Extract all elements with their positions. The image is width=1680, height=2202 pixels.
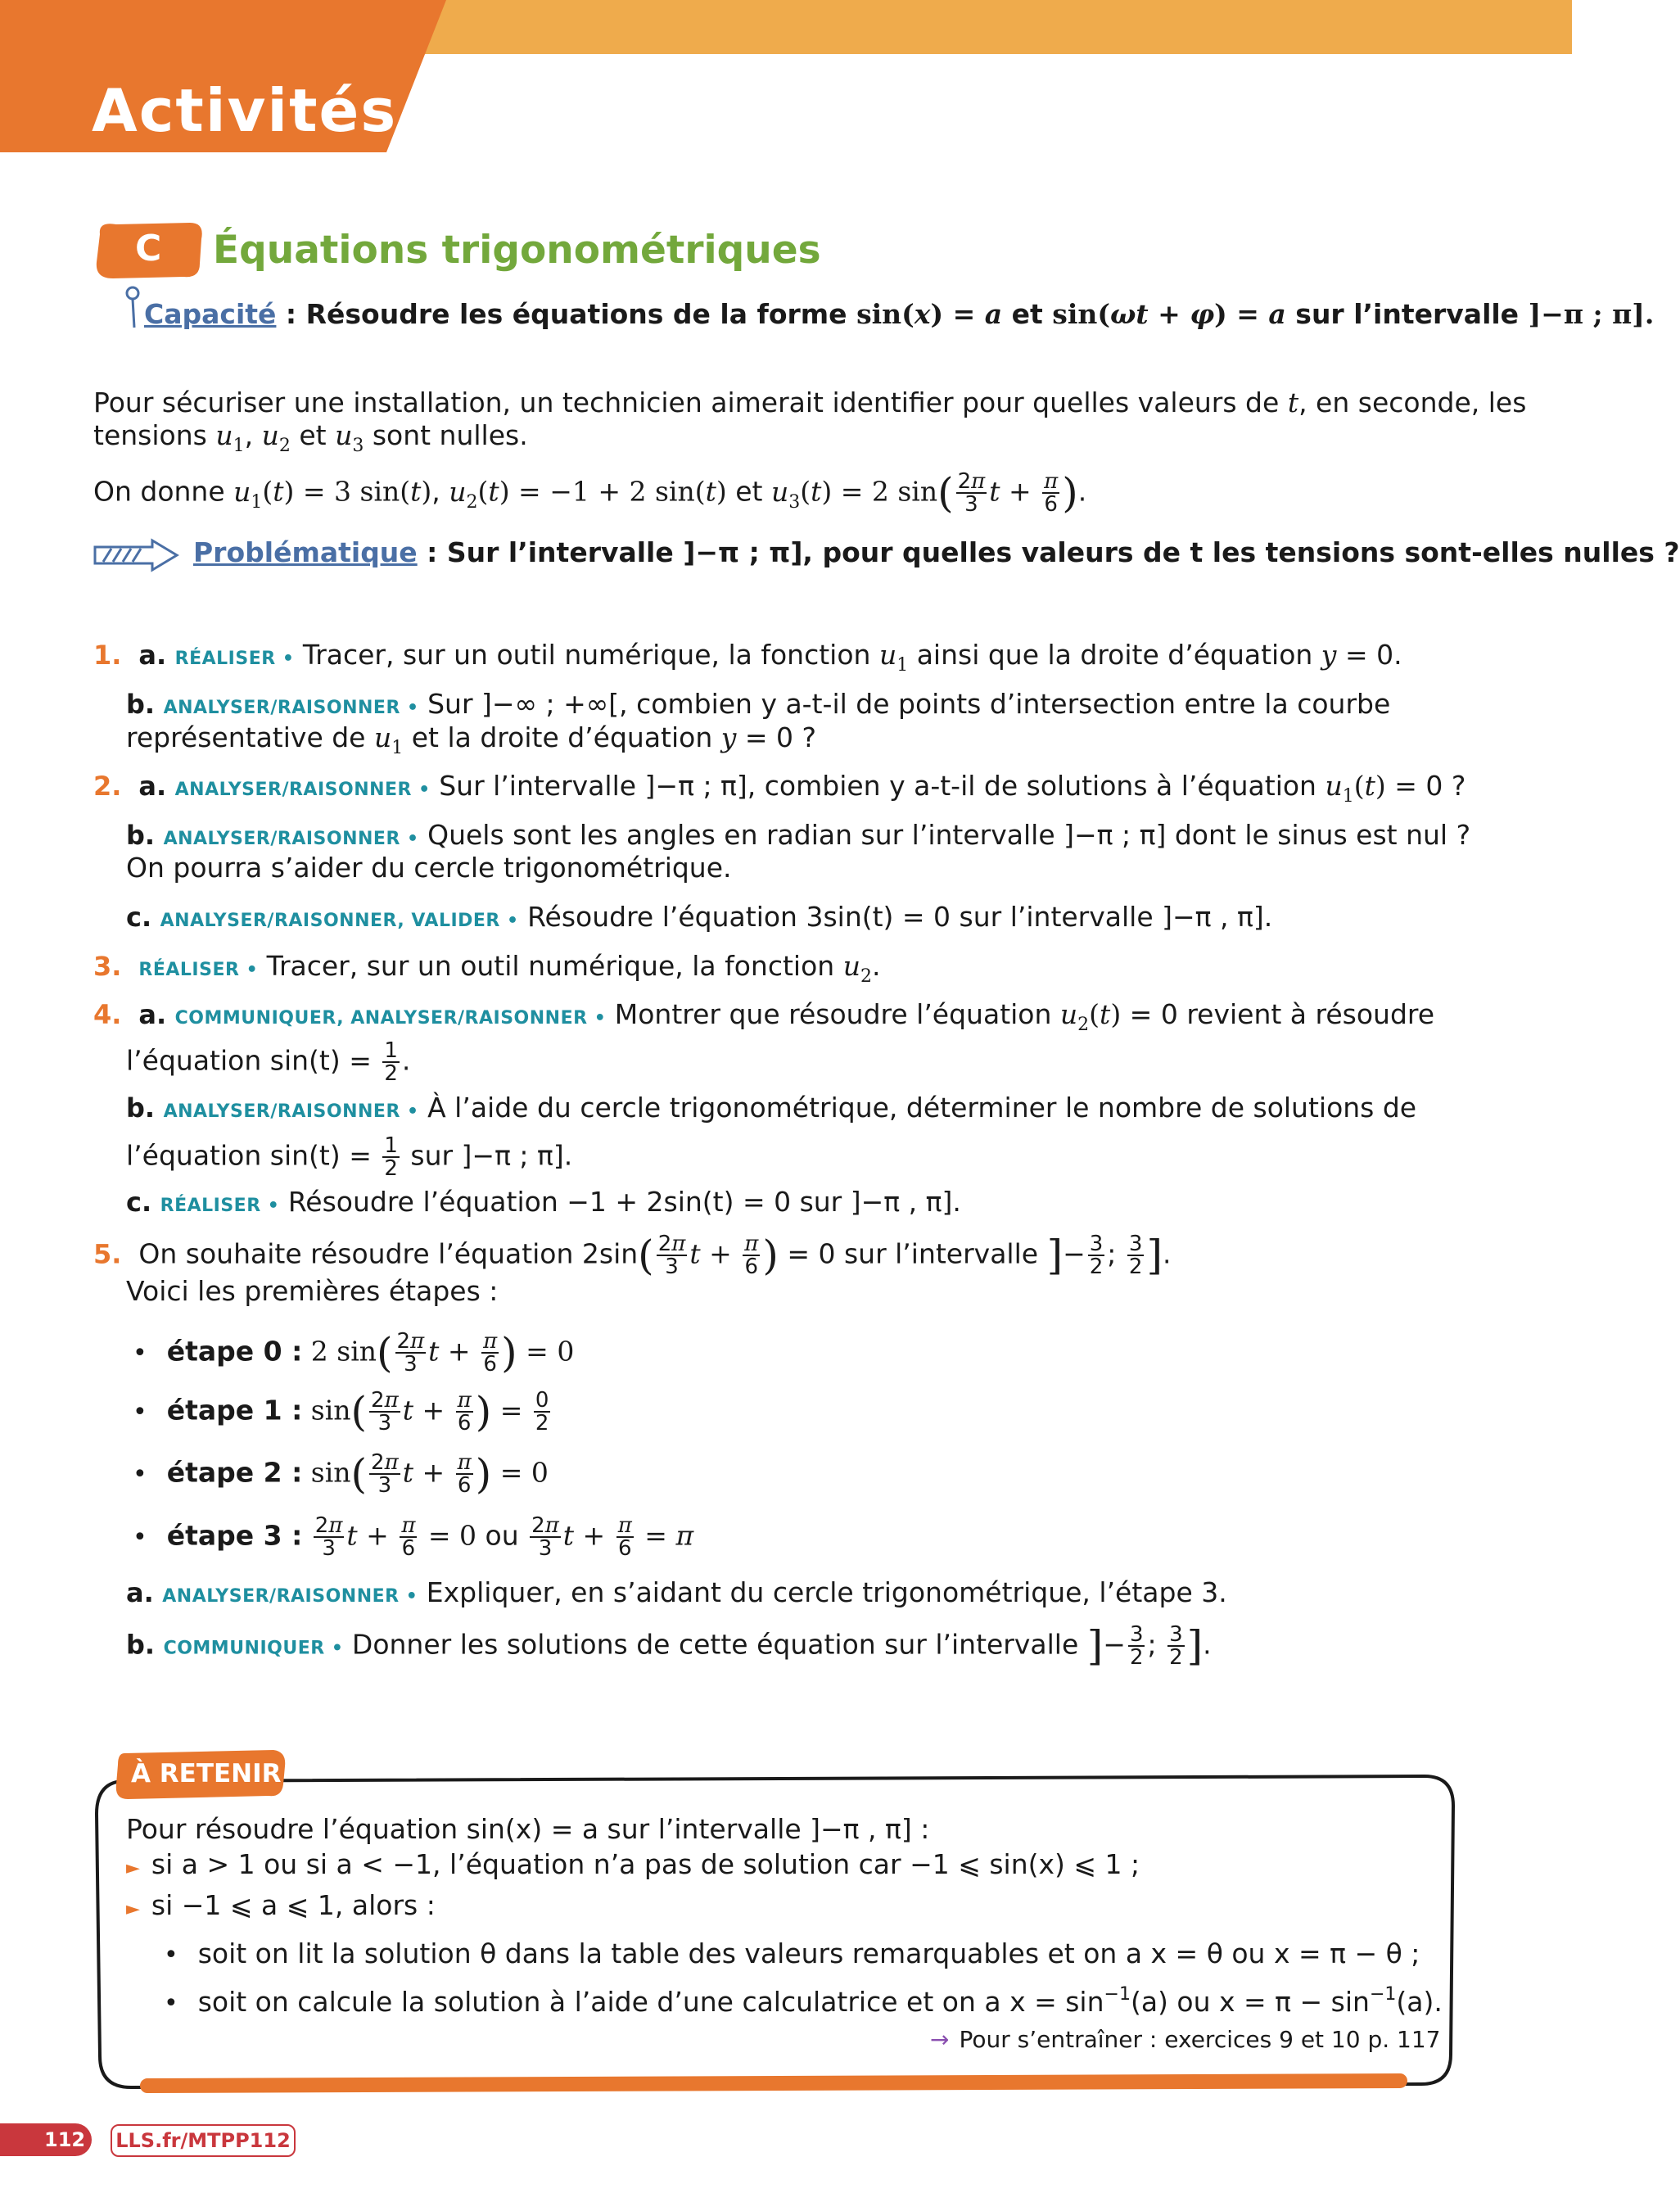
capacite-label: Capacité: [144, 298, 277, 330]
step-0: • étape 0 : 2 sin( $\frac{2\pi}{3}$ t + $\frac{\pi}{6}$ ) = 0: [133, 1329, 575, 1377]
intro-text-2a: tensions: [93, 419, 216, 451]
question-2b-line2: On pourra s’aider du cercle trigonométrique.: [126, 852, 732, 884]
q4a-text: Montrer que résoudre l’équation: [606, 998, 1060, 1030]
capacite-line: Capacité : Résoudre les équations de la forme sin(x) = a et sin(ωt + φ) = a sur l’intervalle ]−π ; π].: [144, 298, 1655, 330]
retenir-item-1: [126, 1847, 1140, 1886]
question-3: 3. RÉALISER • Tracer, sur un outil numérique, la fonction $u_2$.: [93, 950, 881, 987]
intro-text-1-end: , en seconde, les: [1298, 387, 1527, 418]
step2-label: étape 2 :: [166, 1456, 303, 1489]
retenir-item1-text: si a > 1 ou si a < −1, l’équation n’a pas de solution car −1 ⩽ sin(x) ⩽ 1 ;: [151, 1848, 1140, 1880]
step0-label: étape 0 :: [166, 1335, 303, 1368]
problematique-label: Problématique: [193, 536, 418, 568]
cap-analyser-valider: ANALYSER/RAISONNER, VALIDER •: [160, 911, 519, 931]
problematique-text: : Sur l’intervalle ]−π ; π], pour quelles valeurs de t les tensions sont-elles nulles ?: [417, 536, 1680, 568]
page-title: Activités: [92, 76, 398, 145]
question-5a: a. ANALYSER/RAISONNER • Expliquer, en s’aidant du cercle trigonométrique, l’étape 3.: [126, 1576, 1227, 1608]
q1b-line2: représentative de: [126, 721, 374, 753]
q4c-text: Résoudre l’équation −1 + 2sin(t) = 0 sur ]−π , π].: [279, 1186, 961, 1218]
q3-text: Tracer, sur un outil numérique, la fonction: [258, 950, 843, 982]
retenir-item2-text: si −1 ⩽ a ⩽ 1, alors :: [151, 1889, 436, 1921]
q1b-line2-end: et la droite d’équation: [403, 721, 721, 753]
step1-label: étape 1 :: [166, 1394, 303, 1427]
step-2: • étape 2 : sin( $\frac{2\pi}{3}$ t + $\frac{\pi}{6}$ ) = 0: [133, 1450, 549, 1498]
question-1b-line2: représentative de $u_1$ et la droite d’équation y = 0 ?: [126, 721, 817, 758]
cap-analyser: ANALYSER/RAISONNER •: [174, 780, 431, 800]
exercise-ref: [930, 2025, 1440, 2055]
step3-label: étape 3 :: [166, 1519, 303, 1552]
retenir-label: À RETENIR: [131, 1759, 282, 1788]
triangle-bullet-icon: ►: [126, 1899, 140, 1919]
step-3: • étape 3 : $\frac{2\pi}{3}$ t + $\frac{\pi}{6}$ = 0 ou $\frac{2\pi}{3}$ t + $\frac{\pi}{6}$ = π: [133, 1513, 694, 1561]
q4b-text: À l’aide du cercle trigonométrique, déterminer le nombre de solutions de: [418, 1092, 1417, 1124]
q1a-end: ainsi que la droite d’équation: [908, 639, 1321, 671]
retenir-sub-2: • soit on calcule la solution à l’aide d’une calculatrice et on a $x = \sin^{-1}(a)$ ou $x = \pi - \sin^{-1}(a)$.: [164, 1984, 1443, 2018]
retenir-box: [82, 1757, 1465, 2109]
intro-line-3: On donne $u_1(t) = 3$ sin(t), $u_2(t) = -1 + 2$ sin(t) et $u_3(t) = 2$ sin( $\frac{2\pi}{3}$ t + $\frac{\pi}{6}$ ).: [93, 469, 1087, 517]
q5a-text: Expliquer, en s’aidant du cercle trigonométrique, l’étape 3.: [418, 1576, 1227, 1608]
question-4a: 4. a. COMMUNIQUER, ANALYSER/RAISONNER • Montrer que résoudre l’équation $u_2(t) = 0$ revient à résoudre: [93, 998, 1435, 1035]
q4a-end: revient à résoudre: [1177, 998, 1435, 1030]
q5-text-b: = 0 sur l’intervalle: [778, 1237, 1047, 1270]
cap-realiser: RÉALISER •: [160, 1196, 280, 1216]
retenir-sub2-a: soit on calcule la solution à l’aide d’une calculatrice et on a x = sin: [197, 1986, 1104, 2018]
question-1b: b. ANALYSER/RAISONNER • Sur ]−∞ ; +∞[, combien y a-t-il de points d’intersection entre la courbe: [126, 688, 1391, 720]
capacite-text: : Résoudre les équations de la forme: [276, 298, 857, 330]
exercise-ref-text: Pour s’entraîner : exercices 9 et 10 p. 117: [959, 2026, 1441, 2053]
arrow-right-icon: →: [930, 2026, 950, 2053]
question-1a: 1. a. RÉALISER • Tracer, sur un outil numérique, la fonction $u_1$ ainsi que la droite d’équation y = 0.: [93, 639, 1402, 676]
retenir-sub1-text: soit on lit la solution θ dans la table des valeurs remarquables et on a x = θ ou x = π − θ ;: [197, 1937, 1420, 1969]
intro-line-1: Pour sécuriser une installation, un technicien aimerait identifier pour quelles valeurs de t, en seconde, les: [93, 387, 1527, 418]
cap-analyser: ANALYSER/RAISONNER •: [163, 698, 419, 718]
question-5: 5. On souhaite résoudre l’équation 2sin( $\frac{2\pi}{3}$ t + $\frac{\pi}{6}$ ) = 0 sur l’intervalle ]− $\frac{3}{2}$ ; $\frac{3}{2}$ ].: [93, 1232, 1172, 1279]
q4b-line2a: l’équation sin(t) =: [126, 1139, 381, 1172]
question-4b-line2: l’équation sin(t) = $\frac{1}{2}$ sur ]−π ; π].: [126, 1133, 573, 1181]
retenir-sub2-c: (a).: [1396, 1986, 1443, 2018]
triangle-bullet-icon: ►: [126, 1858, 140, 1879]
cap-analyser: ANALYSER/RAISONNER •: [163, 1101, 419, 1122]
intro-line-2: tensions $u_1$, $u_2$ et $u_3$ sont nulles.: [93, 419, 528, 456]
q2a-text: Sur l’intervalle ]−π ; π], combien y a-t-il de solutions à l’équation: [430, 770, 1325, 802]
question-2a: 2. a. ANALYSER/RAISONNER • Sur l’intervalle ]−π ; π], combien y a-t-il de solutions à l’équation $u_1(t) = 0$ ?: [93, 770, 1466, 807]
question-2c: c. ANALYSER/RAISONNER, VALIDER • Résoudre l’équation 3sin(t) = 0 sur l’intervalle ]−π , π].: [126, 901, 1273, 933]
cap-analyser: ANALYSER/RAISONNER •: [162, 1586, 418, 1607]
arrow-icon: [93, 539, 182, 572]
q4a-line2: l’équation sin(t) =: [126, 1044, 381, 1077]
intro-text-2c: sont nulles.: [364, 419, 528, 451]
question-2b: b. ANALYSER/RAISONNER • Quels sont les angles en radian sur l’intervalle ]−π ; π] dont le sinus est nul ?: [126, 819, 1471, 851]
q1a-text: Tracer, sur un outil numérique, la fonction: [294, 639, 879, 671]
section-title: Équations trigonométriques: [213, 228, 821, 273]
q2b-text: Quels sont les angles en radian sur l’intervalle ]−π ; π] dont le sinus est nul ?: [418, 819, 1471, 851]
q5b-text: Donner les solutions de cette équation sur l’intervalle: [343, 1628, 1087, 1661]
problematique-line: [193, 536, 1680, 570]
q1b-text: Sur ]−∞ ; +∞[, combien y a-t-il de points d’intersection entre la courbe: [418, 688, 1391, 720]
question-5b: b. COMMUNIQUER • Donner les solutions de cette équation sur l’intervalle ]− $\frac{3}{2}$ ; $\frac{3}{2}$ ].: [126, 1622, 1212, 1670]
cap-analyser: ANALYSER/RAISONNER •: [163, 829, 419, 849]
question-4c: c. RÉALISER • Résoudre l’équation −1 + 2sin(t) = 0 sur ]−π , π].: [126, 1186, 961, 1218]
section-letter: C: [135, 228, 162, 269]
page-number: 112: [44, 2128, 86, 2151]
intro-text-2b: et: [290, 419, 336, 451]
cap-communiquer: COMMUNIQUER •: [163, 1638, 344, 1659]
retenir-sub2-b: (a) ou x = π − sin: [1130, 1986, 1370, 2018]
retenir-sub-1: • soit on lit la solution θ dans la table des valeurs remarquables et on a x = θ ou x = π − θ ;: [164, 1937, 1420, 1969]
cap-realiser: RÉALISER •: [174, 649, 295, 669]
question-5-line2: Voici les premières étapes :: [126, 1275, 499, 1307]
q5-text-a: On souhaite résoudre l’équation 2sin: [138, 1237, 639, 1270]
retenir-item-2: [126, 1888, 436, 1927]
question-4b: b. ANALYSER/RAISONNER • À l’aide du cercle trigonométrique, déterminer le nombre de solutions de: [126, 1092, 1417, 1124]
intro-text-1: Pour sécuriser une installation, un technicien aimerait identifier pour quelles valeurs de: [93, 387, 1288, 418]
q4b-line2b: sur ]−π ; π].: [401, 1139, 573, 1172]
question-4a-line2: l’équation sin(t) = $\frac{1}{2}$ .: [126, 1038, 411, 1086]
retenir-line-1: Pour résoudre l’équation sin(x) = a sur l’intervalle ]−π , π] :: [126, 1813, 930, 1845]
cap-realiser: RÉALISER •: [138, 960, 259, 980]
q2c-text: Résoudre l’équation 3sin(t) = 0 sur l’intervalle ]−π , π].: [518, 901, 1273, 933]
intro-text-3a: On donne: [93, 475, 234, 508]
capacite-text-2: sur l’intervalle: [1285, 298, 1529, 330]
cap-communiquer-analyser: COMMUNIQUER, ANALYSER/RAISONNER •: [174, 1008, 607, 1029]
step-1: • étape 1 : sin( $\frac{2\pi}{3}$ t + $\frac{\pi}{6}$ ) = $\frac{0}{2}$: [133, 1388, 549, 1436]
footer-link[interactable]: LLS.fr/MTPP112: [111, 2124, 296, 2157]
